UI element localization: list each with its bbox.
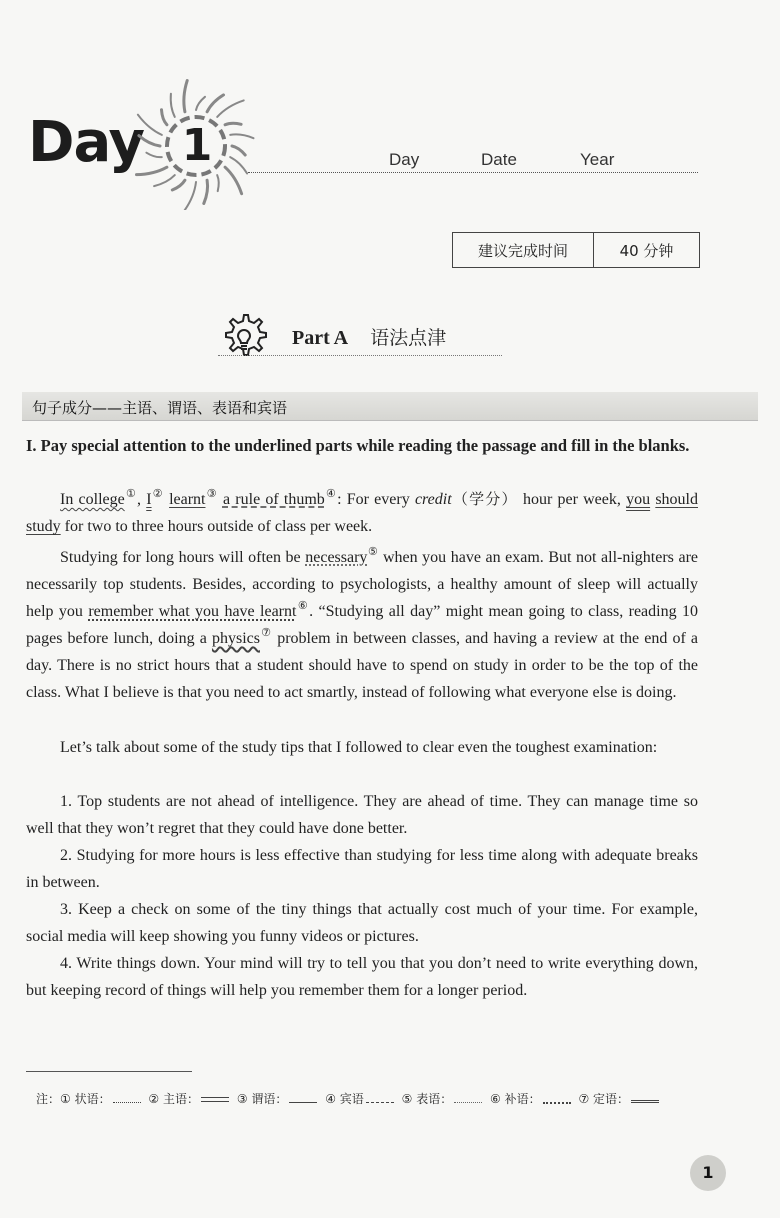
part-underline [218, 355, 502, 356]
attributive-word: physics [211, 630, 260, 647]
sun-ray [171, 94, 175, 117]
day-number: 1 [181, 120, 213, 171]
marker-5: ⑤ [367, 546, 379, 558]
single-line-key [289, 1096, 317, 1103]
marker-1: ① [124, 488, 138, 500]
dash-dot-line-key [366, 1096, 394, 1103]
tip-item: 2. Studying for more hours is less effective than studying for less time along with adequate breaks in between. [26, 847, 698, 891]
sun-ray [225, 167, 242, 194]
day-heading: Day [28, 110, 145, 175]
exercise-instruction: I. Pay special attention to the underlined parts while reading the passage and fill in the blanks. [26, 436, 690, 455]
sun-ray [196, 97, 205, 110]
sun-ray [139, 136, 160, 146]
text-run: hour per week, [517, 491, 627, 508]
marker-4: ④ [324, 488, 338, 500]
footnote-item: ⑤ 表语： [401, 1092, 453, 1106]
part-title [292, 323, 446, 350]
page-number: 1 [690, 1155, 726, 1191]
sun-ray [204, 180, 208, 203]
predicate-word: learnt [169, 491, 206, 508]
sun-ray [217, 175, 219, 191]
text-run: . “Studying all day” might mean going to class, reading 10 pages before lunch, doing a [26, 603, 698, 647]
complement-phrase: remember what you have learnt [88, 603, 297, 620]
marker-2: ② [151, 488, 164, 500]
sun-ray [146, 153, 161, 157]
date-fill-line [248, 172, 698, 173]
predicate-phrase: should study [26, 491, 698, 535]
paragraph-2 [26, 544, 698, 706]
footnote-lead: 注： [36, 1092, 61, 1106]
dense-dotted-line-key [543, 1096, 571, 1104]
suggested-time-value: 40 分钟 [619, 241, 674, 260]
text-run: , [137, 491, 147, 508]
footnote-item: ② 主语： [148, 1092, 199, 1106]
sun-ray [232, 146, 245, 155]
text-run: when you have an exam. But not all-nighters are necessarily top students. Besides, according to psychologists, a healthy amount of sleep will actually help you [26, 549, 699, 620]
day-field-label: Day [389, 150, 420, 169]
text-run: : For every [337, 491, 415, 508]
tip-item: 3. Keep a check on some of the tiny things that actually cost much of your time. For example, social media will keep showing you funny videos or pictures. [26, 901, 698, 945]
double-line-key [201, 1097, 229, 1102]
sun-ray [184, 81, 187, 112]
sun-ray [162, 110, 167, 125]
text-run-italic: credit [414, 491, 452, 508]
sun-ray [217, 100, 244, 117]
text-run: problem in between classes, and having a review at the end of a day. There is no strict hours that a student should have to spend on study in order to be the top of the class. What I believe is that you need to act smartly, instead of following what everyone else is doing. [26, 630, 698, 701]
sun-ray [207, 95, 223, 112]
tip-item: 4. Write things down. Your mind will try to tell you that you don’t need to write everything down, but keeping record of things will help you remember them for a longer period. [26, 955, 698, 999]
sun-ray [154, 175, 175, 186]
paragraph-3: Let’s talk about some of the study tips that I followed to clear even the toughest examination: [60, 739, 658, 756]
suggested-time-label: 建议完成时间 [453, 233, 594, 267]
sun-ray [230, 157, 247, 173]
footnote [26, 1089, 700, 1109]
footnote-item: ③ 谓语： [236, 1092, 288, 1106]
sun-ray [138, 115, 162, 135]
sun-ray [184, 182, 196, 210]
part-label-zh: 语法点津 [370, 327, 447, 349]
wavy-line-key [113, 1096, 141, 1103]
year-field-label: Year [580, 150, 615, 169]
text-run: for two to three hours outside of class per week. [60, 518, 373, 535]
paragraph-1 [26, 486, 698, 540]
sun-ray [172, 180, 185, 190]
section-title: 句子成分——主语、谓语、表语和宾语 [32, 399, 288, 417]
footnote-item: ① 状语： [60, 1092, 111, 1106]
marker-6: ⑥ [296, 600, 310, 612]
marker-3: ③ [205, 488, 218, 500]
double-wavy-line-key [631, 1096, 659, 1103]
footnote-item: ④ 宾语 [325, 1092, 364, 1106]
part-label: Part A [292, 327, 349, 349]
gear-lightbulb-icon [218, 312, 270, 364]
predicative-word: necessary [305, 549, 368, 566]
footnote-item: ⑥ 补语： [490, 1092, 541, 1106]
marker-7: ⑦ [259, 627, 273, 639]
text-run-zh: （学分） [451, 490, 518, 508]
date-field-label: Date [481, 150, 517, 169]
sun-ray [137, 167, 167, 174]
subject-word: you [626, 491, 651, 508]
adverbial-phrase: In college [60, 491, 125, 508]
sun-ray [225, 123, 241, 125]
dotted-line-key [454, 1096, 482, 1103]
text-run: Studying for long hours will often be [60, 549, 306, 566]
suggested-time-box [452, 232, 700, 268]
object-phrase: a rule of thumb [222, 491, 325, 508]
tip-item: 1. Top students are not ahead of intelligence. They are ahead of time. They can manage time so well that they won’t regret that they could have done better. [26, 793, 698, 837]
sun-ray [230, 134, 253, 138]
footnote-rule [26, 1071, 192, 1072]
footnote-item: ⑦ 定语： [578, 1092, 630, 1106]
subject-word: I [146, 491, 152, 508]
